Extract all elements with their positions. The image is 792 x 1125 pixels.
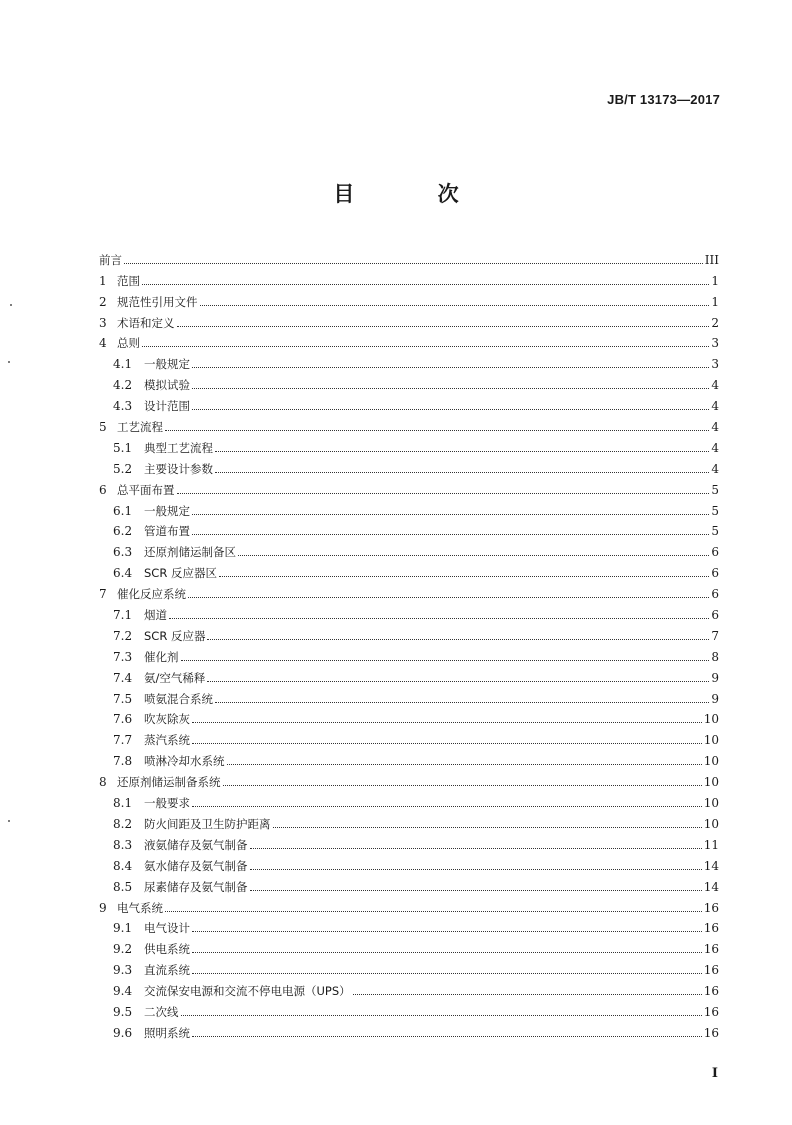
toc-entry-page: 16 xyxy=(703,921,719,936)
dot-leader xyxy=(142,283,709,285)
dot-leader xyxy=(192,742,702,744)
toc-entry xyxy=(99,246,719,267)
toc-entry xyxy=(99,810,719,831)
toc-entry-number: 7.1 xyxy=(113,608,133,623)
toc-entry-title: 喷氨混合系统 xyxy=(144,691,213,706)
toc-entry xyxy=(99,956,719,977)
dot-leader xyxy=(192,408,709,410)
toc-entry-title: 液氨储存及氨气制备 xyxy=(144,837,248,852)
toc-entry-page: 6 xyxy=(711,545,719,560)
dot-leader xyxy=(142,345,709,347)
toc-entry-title: 直流系统 xyxy=(144,963,190,978)
toc-entry-page: 16 xyxy=(703,900,719,915)
toc-entry-page: 16 xyxy=(703,942,719,957)
toc-entry-title: 范围 xyxy=(117,273,140,288)
toc-entry xyxy=(99,643,719,664)
toc-entry-number: 7.2 xyxy=(113,628,133,643)
toc-entry xyxy=(99,622,719,643)
toc-entry xyxy=(99,768,719,789)
toc-entry-title: 主要设计参数 xyxy=(144,461,213,476)
toc-entry-title: 规范性引用文件 xyxy=(117,294,198,309)
page-title: 目 次 xyxy=(333,182,497,206)
toc-entry-number: 7.6 xyxy=(113,712,133,727)
toc-entry-title: 一般要求 xyxy=(144,796,190,811)
toc-entry-number: 5.1 xyxy=(113,440,133,455)
toc-entry-title: 设计范围 xyxy=(144,399,190,414)
toc-entry-title: 催化反应系统 xyxy=(117,587,186,602)
scan-speck xyxy=(10,304,12,306)
toc-entry-title: 氨水储存及氨气制备 xyxy=(144,858,248,873)
toc-entry xyxy=(99,559,719,580)
toc-entry xyxy=(99,601,719,622)
dot-leader xyxy=(192,951,702,953)
dot-leader xyxy=(192,387,709,389)
toc-entry-title: 催化剂 xyxy=(144,649,179,664)
toc-entry-title: 二次线 xyxy=(144,1004,179,1019)
toc-entry-page: 1 xyxy=(711,294,719,309)
dot-leader xyxy=(250,889,702,891)
toc-entry-page: 5 xyxy=(711,482,719,497)
toc-entry-title: 总平面布置 xyxy=(117,482,175,497)
toc-entry-page: 6 xyxy=(711,566,719,581)
toc-entry xyxy=(99,706,719,727)
toc-entry-page: 8 xyxy=(711,649,719,664)
toc-entry-page: 4 xyxy=(711,440,719,455)
toc-entry-number: 9.4 xyxy=(113,984,133,999)
toc-entry-number: 8.4 xyxy=(113,858,133,873)
toc-entry-number: 5 xyxy=(99,420,107,435)
toc-entry xyxy=(99,371,719,392)
dot-leader xyxy=(169,617,709,619)
toc-entry-page: 4 xyxy=(711,399,719,414)
dot-leader xyxy=(192,533,709,535)
toc-entry xyxy=(99,894,719,915)
toc-entry xyxy=(99,852,719,873)
scan-speck xyxy=(8,361,10,363)
dot-leader xyxy=(215,450,709,452)
toc-entry xyxy=(99,518,719,539)
dot-leader xyxy=(192,721,702,723)
toc-entry-number: 4 xyxy=(99,336,107,351)
toc-entry-number: 4.2 xyxy=(113,378,133,393)
toc-entry xyxy=(99,288,719,309)
toc-entry xyxy=(99,413,719,434)
toc-entry-number: 6.2 xyxy=(113,524,133,539)
toc-entry-page: 2 xyxy=(711,315,719,330)
toc-entry-title: 典型工艺流程 xyxy=(144,440,213,455)
dot-leader xyxy=(223,784,702,786)
dot-leader xyxy=(207,638,709,640)
dot-leader xyxy=(192,366,709,368)
toc-entry xyxy=(99,392,719,413)
dot-leader xyxy=(177,325,710,327)
toc-entry-page: 14 xyxy=(703,858,719,873)
toc-entry-number: 8.1 xyxy=(113,796,133,811)
toc-entry xyxy=(99,998,719,1019)
toc-entry-number: 7.8 xyxy=(113,754,133,769)
toc-entry-number: 7.7 xyxy=(113,733,133,748)
toc-entry-page: 10 xyxy=(703,733,719,748)
toc-entry-title: 电气设计 xyxy=(144,921,190,936)
toc-entry-number: 7.3 xyxy=(113,649,133,664)
toc-entry xyxy=(99,1019,719,1040)
dot-leader xyxy=(192,1035,702,1037)
toc-entry-number: 8.5 xyxy=(113,879,133,894)
toc-entry xyxy=(99,434,719,455)
toc-entry-page: 5 xyxy=(711,524,719,539)
toc-entry xyxy=(99,726,719,747)
dot-leader xyxy=(192,930,702,932)
toc-entry-page: 16 xyxy=(703,1025,719,1040)
toc-entry-number: 7.5 xyxy=(113,691,133,706)
toc-entry-number: 5.2 xyxy=(113,461,133,476)
toc-entry xyxy=(99,350,719,371)
toc-entry xyxy=(99,685,719,706)
dot-leader xyxy=(192,513,709,515)
dot-leader xyxy=(192,805,702,807)
toc-entry-number: 9.2 xyxy=(113,942,133,957)
toc-entry-page: 16 xyxy=(703,984,719,999)
toc-entry-page: 14 xyxy=(703,879,719,894)
dot-leader xyxy=(177,492,710,494)
toc-entry-page: 6 xyxy=(711,608,719,623)
toc-entry-title: 总则 xyxy=(117,336,140,351)
toc-entry xyxy=(99,789,719,810)
dot-leader xyxy=(219,575,709,577)
toc-entry xyxy=(99,497,719,518)
toc-entry-title: SCR 反应器区 xyxy=(144,566,217,581)
toc-entry-page: 10 xyxy=(703,796,719,811)
toc-entry xyxy=(99,935,719,956)
toc-entry-title: 蒸汽系统 xyxy=(144,733,190,748)
toc-entry-number: 9.5 xyxy=(113,1004,133,1019)
dot-leader xyxy=(181,1014,702,1016)
table-of-contents xyxy=(99,246,719,1040)
toc-entry-number: 9.1 xyxy=(113,921,133,936)
toc-entry xyxy=(99,267,719,288)
toc-entry xyxy=(99,977,719,998)
toc-entry xyxy=(99,873,719,894)
toc-entry xyxy=(99,476,719,497)
toc-entry-page: 9 xyxy=(711,670,719,685)
toc-entry-number: 4.3 xyxy=(113,399,133,414)
toc-entry-number: 3 xyxy=(99,315,107,330)
toc-entry-page: 1 xyxy=(711,273,719,288)
toc-entry-number: 4.1 xyxy=(113,357,133,372)
toc-entry-page: 10 xyxy=(703,754,719,769)
toc-entry xyxy=(99,309,719,330)
toc-entry xyxy=(99,747,719,768)
toc-entry-number: 6.3 xyxy=(113,545,133,560)
toc-entry-number: 9.3 xyxy=(113,963,133,978)
dot-leader xyxy=(192,972,702,974)
dot-leader xyxy=(250,847,702,849)
toc-entry-page: 3 xyxy=(711,336,719,351)
toc-entry-number: 8.2 xyxy=(113,816,133,831)
toc-entry-title: 喷淋冷却水系统 xyxy=(144,754,225,769)
toc-entry-page: 4 xyxy=(711,420,719,435)
dot-leader xyxy=(165,910,702,912)
toc-entry xyxy=(99,831,719,852)
toc-entry-page: 16 xyxy=(703,963,719,978)
toc-entry-page: 5 xyxy=(711,503,719,518)
toc-entry-title: 照明系统 xyxy=(144,1025,190,1040)
toc-entry-page: 6 xyxy=(711,587,719,602)
standard-code: JB/T 13173—2017 xyxy=(607,92,720,107)
toc-entry-page: 11 xyxy=(703,837,719,852)
toc-entry-title: 防火间距及卫生防护距离 xyxy=(144,816,271,831)
toc-entry-number: 7.4 xyxy=(113,670,133,685)
dot-leader xyxy=(215,471,709,473)
toc-entry-title: 术语和定义 xyxy=(117,315,175,330)
dot-leader xyxy=(200,304,710,306)
dot-leader xyxy=(273,826,702,828)
toc-entry-number: 1 xyxy=(99,273,107,288)
toc-entry-page: 16 xyxy=(703,1004,719,1019)
toc-entry-page: 10 xyxy=(703,816,719,831)
toc-entry-page: 3 xyxy=(711,357,719,372)
toc-entry-page: III xyxy=(704,252,719,267)
dot-leader xyxy=(227,763,702,765)
dot-leader xyxy=(215,701,709,703)
toc-entry-title: 氨/空气稀释 xyxy=(144,670,206,685)
toc-entry-title: 还原剂储运制备系统 xyxy=(117,775,221,790)
toc-entry xyxy=(99,915,719,936)
toc-entry-page: 7 xyxy=(711,628,719,643)
toc-entry-number: 6 xyxy=(99,482,107,497)
toc-entry xyxy=(99,664,719,685)
toc-entry-page: 10 xyxy=(703,775,719,790)
dot-leader xyxy=(181,659,710,661)
toc-entry-number: 2 xyxy=(99,294,107,309)
toc-entry-number: 9 xyxy=(99,900,107,915)
toc-entry xyxy=(99,580,719,601)
scan-speck xyxy=(8,820,10,822)
toc-entry-title: 电气系统 xyxy=(117,900,163,915)
toc-entry-number: 6.1 xyxy=(113,503,133,518)
toc-entry-title: 烟道 xyxy=(144,608,167,623)
toc-entry xyxy=(99,330,719,351)
toc-entry-title: 一般规定 xyxy=(144,503,190,518)
toc-entry-number: 6.4 xyxy=(113,566,133,581)
toc-entry-title: 管道布置 xyxy=(144,524,190,539)
toc-entry-number: 9.6 xyxy=(113,1025,133,1040)
toc-entry-page: 10 xyxy=(703,712,719,727)
dot-leader xyxy=(207,680,709,682)
toc-entry-title: 吹灰除灰 xyxy=(144,712,190,727)
dot-leader xyxy=(353,993,702,995)
dot-leader xyxy=(124,262,703,264)
dot-leader xyxy=(250,868,702,870)
toc-entry-number: 8 xyxy=(99,775,107,790)
dot-leader xyxy=(165,429,709,431)
toc-entry-title: SCR 反应器 xyxy=(144,628,206,643)
toc-entry-title: 交流保安电源和交流不停电电源（UPS） xyxy=(144,984,351,999)
toc-entry-title: 一般规定 xyxy=(144,357,190,372)
toc-entry-title: 工艺流程 xyxy=(117,420,163,435)
toc-entry-title: 前言 xyxy=(99,252,122,267)
toc-entry-page: 4 xyxy=(711,378,719,393)
toc-entry-title: 还原剂储运制备区 xyxy=(144,545,236,560)
toc-entry-title: 模拟试验 xyxy=(144,378,190,393)
dot-leader xyxy=(238,554,709,556)
page-number: I xyxy=(711,1066,718,1081)
toc-entry-number: 8.3 xyxy=(113,837,133,852)
toc-entry-number: 7 xyxy=(99,587,107,602)
toc-entry-page: 4 xyxy=(711,461,719,476)
toc-entry xyxy=(99,538,719,559)
toc-entry-page: 9 xyxy=(711,691,719,706)
dot-leader xyxy=(188,596,709,598)
toc-entry xyxy=(99,455,719,476)
toc-entry-title: 供电系统 xyxy=(144,942,190,957)
toc-entry-title: 尿素储存及氨气制备 xyxy=(144,879,248,894)
